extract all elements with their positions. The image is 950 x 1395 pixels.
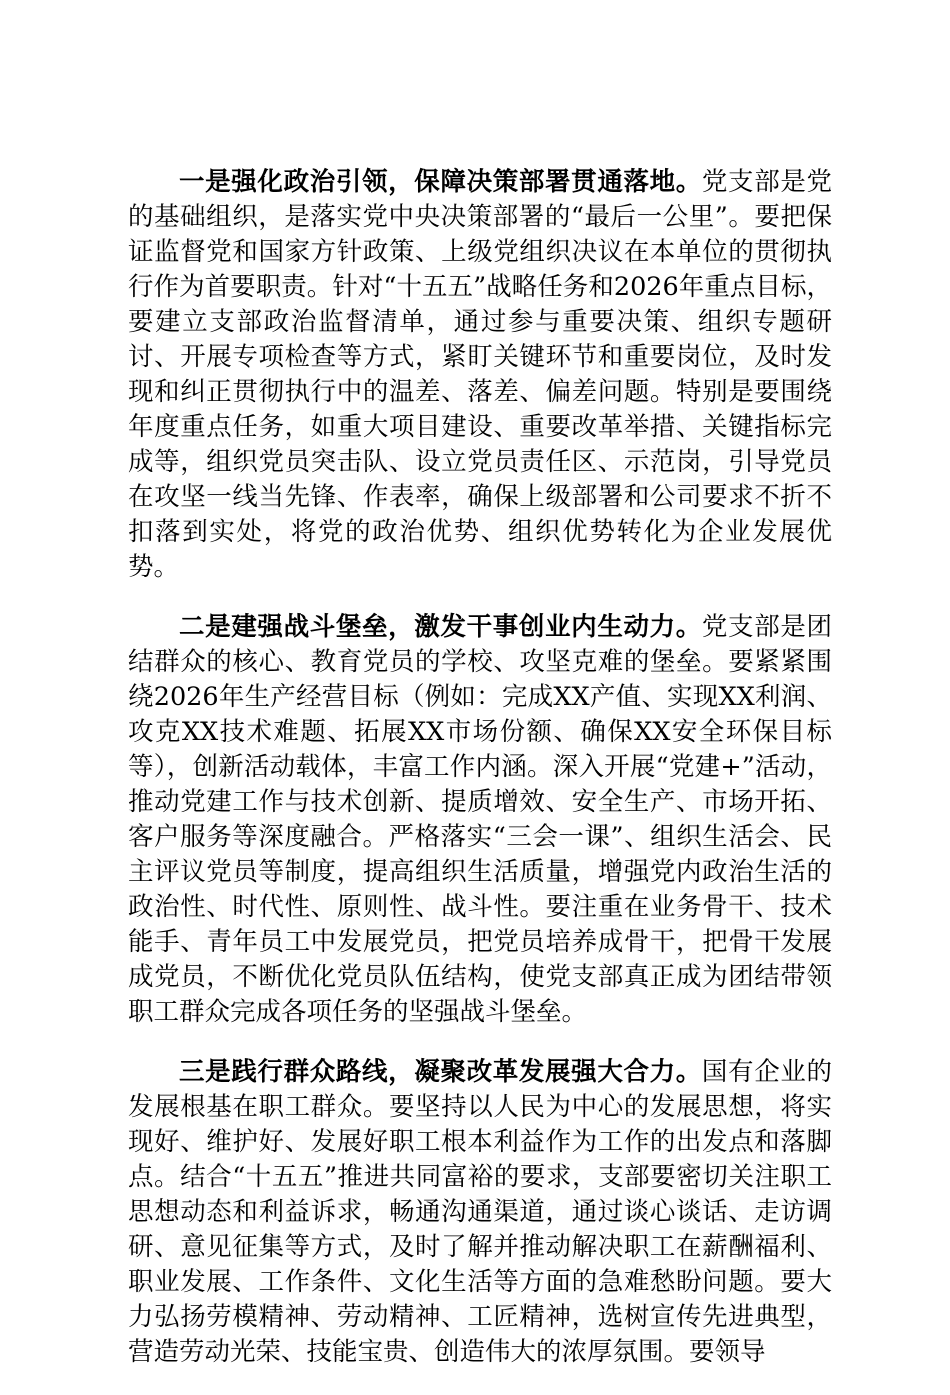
paragraph-2 (128, 610, 832, 1030)
paragraph-1-text: 党支部是党的基础组织，是落实党中央决策部署的“最后一公里”。要把保证监督党和国家方针政策、上级党组织决议在本单位的贯彻执行作为首要职责。针对“十五五”战略任务和2026年重点目标，要建立支部政治监督清单，通过参与重要决策、组织专题研讨、开展专项检查等方式，紧盯关键环节和重要岗位，及时发现和纠正贯彻执行中的温差、落差、偏差问题。特别是要围绕年度重点任务，如重大项目建设、重要改革举措、关键指标完成等，组织党员突击队、设立党员责任区、示范岗，引导党员在攻坚一线当先锋、作表率，确保上级部署和公司要求不折不扣落到实处，将党的政治优势、组织优势转化为企业发展优势。 (128, 167, 832, 582)
document-body (128, 165, 832, 1395)
paragraph-3-text: 国有企业的发展根基在职工群众。要坚持以人民为中心的发展思想，将实现好、维护好、发展好职工根本利益作为工作的出发点和落脚点。结合“十五五”推进共同富裕的要求，支部要密切关注职工思想动态和利益诉求，畅通沟通渠道，通过谈心谈话、走访调研、意见征集等方式，及时了解并推动解决职工在薪酬福利、职业发展、工作条件、文化生活等方面的急难愁盼问题。要大力弘扬劳模精神、劳动精神、工匠精神，选树宣传先进典型，营造劳动光荣、技能宝贵、创造伟大的浓厚氛围。要领导 (128, 1057, 832, 1367)
paragraph-1-heading: 一是强化政治引领，保障决策部署贯通落地。 (179, 167, 702, 197)
paragraph-2-heading: 二是建强战斗堡垒，激发干事创业内生动力。 (179, 612, 702, 642)
paragraph-1 (128, 165, 832, 585)
paragraph-2-text: 党支部是团结群众的核心、教育党员的学校、攻坚克难的堡垒。要紧紧围绕2026年生产经营目标（例如：完成XX产值、实现XX利润、攻克XX技术难题、拓展XX市场份额、确保XX安全环保目标等），创新活动载体，丰富工作内涵。深入开展“党建+”活动，推动党建工作与技术创新、提质增效、安全生产、市场开拓、客户服务等深度融合。严格落实“三会一课”、组织生活会、民主评议党员等制度，提高组织生活质量，增强党内政治生活的政治性、时代性、原则性、战斗性。要注重在业务骨干、技术能手、青年员工中发展党员，把党员培养成骨干，把骨干发展成党员，不断优化党员队伍结构，使党支部真正成为团结带领职工群众完成各项任务的坚强战斗堡垒。 (128, 612, 832, 1027)
paragraph-3 (128, 1055, 832, 1370)
paragraph-3-heading: 三是践行群众路线，凝聚改革发展强大合力。 (179, 1057, 702, 1087)
